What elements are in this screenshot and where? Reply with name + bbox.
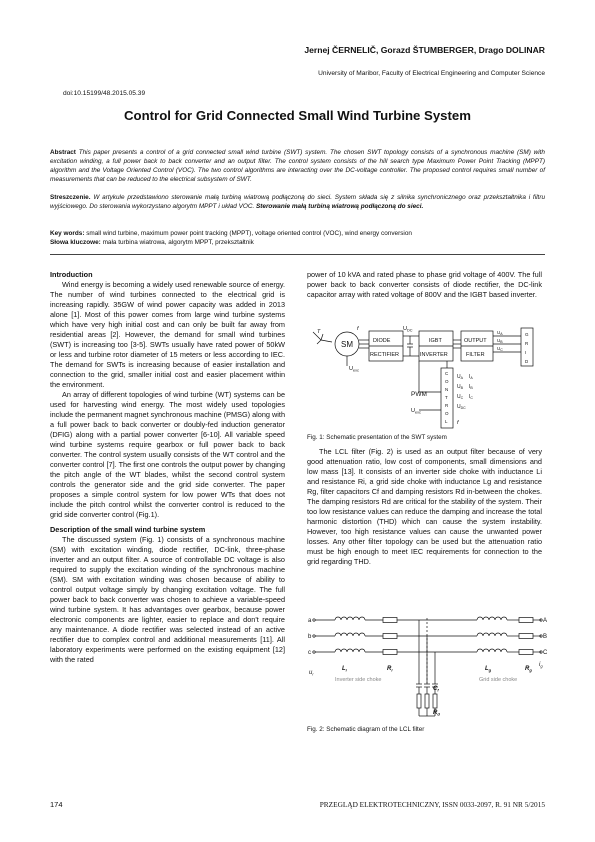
- fig1-meas-voltage: $U_B$: [457, 384, 463, 391]
- intro-heading: Introduction: [50, 270, 93, 279]
- inductor-lg: [477, 617, 507, 620]
- fig1-meas-voltage: $U_C$: [457, 394, 464, 401]
- authors: Jernej ČERNELIČ, Gorazd ŠTUMBERGER, Drago DOLINAR: [304, 45, 545, 55]
- abstract-text: This paper presents a control of a grid connected small wind turbine (SWT) system. The chosen SWT topology consists of a synchronous machine (SM) with excitation winding, a full power back to back converter and an output filter. The control system consists of the hill search type Maximum Power Point Tracking (MPPT) algorithm and the Voltage Oriented Control (VOC). The two control algorithms are interacting over the DC-voltage controller. The proposed control requires small number of measurements that can be reduced to the electrical subsystem of SWT.: [50, 149, 545, 183]
- fig1-inverter-label: INVERTER: [420, 352, 448, 358]
- fig2-phase-left: c: [308, 650, 311, 656]
- fig2-cf-label: $C_f$: [433, 686, 439, 693]
- fig2-phase-left: b: [308, 634, 312, 640]
- fig1-meas-current: $I_C$: [469, 394, 473, 401]
- fig1-control-letter: L: [445, 419, 448, 424]
- fig1-uexc-label: $U_{exc}$: [411, 408, 421, 415]
- resistor-rg: [519, 634, 533, 639]
- keywords-label: Key words:: [50, 230, 85, 237]
- fig1-filter-label: FILTER: [466, 352, 485, 358]
- fig2-inverter-choke-label: Inverter side choke: [335, 677, 382, 683]
- keywords-text: small wind turbine, maximum power point tracking (MPPT), voltage oriented control (VOC), wind energy conversion: [86, 230, 412, 237]
- fig1-output-label: $U_C$: [497, 346, 503, 353]
- figure-1-swt-schematic: [307, 322, 547, 432]
- fig1-control-letter: O: [445, 379, 449, 384]
- fig2-grid-choke-label: Grid side choke: [479, 677, 518, 683]
- fig1-diode-label: DIODE: [373, 338, 391, 344]
- terminal-dot: [313, 619, 315, 621]
- resistor-rg: [519, 618, 533, 623]
- fig2-lg-label: $L_g$: [485, 666, 492, 673]
- journal-footer: PRZEGLĄD ELEKTROTECHNICZNY, ISSN 0033-2097, R. 91 NR 5/2015: [319, 800, 545, 809]
- figure-1-caption: Fig. 1: Schematic presentation of the SWT system: [307, 434, 447, 441]
- fig1-control-letter: C: [445, 371, 449, 376]
- fig1-meas-voltage: $U_{DC}$: [457, 404, 466, 411]
- keywords: [50, 229, 545, 247]
- resistor-ri: [383, 650, 397, 655]
- fig1-control-letter: O: [445, 411, 449, 416]
- fig2-ui-label: $u_i$: [309, 670, 314, 677]
- fig1-output-label: OUTPUT: [464, 338, 487, 344]
- fig2-ri-label: $R_i$: [387, 666, 393, 673]
- right-column-top: [307, 270, 542, 300]
- streszczenie-bold-title: Sterowanie małą turbiną wiatrową podłączoną do sieci.: [256, 203, 424, 210]
- streszczenie: [50, 193, 545, 211]
- fig1-meas-voltage: $U_A$: [457, 374, 463, 381]
- fig2-phase-right: C: [543, 650, 547, 656]
- fig1-grid-letter: D: [525, 359, 529, 364]
- fig2-rd-label: $R_d$: [433, 710, 440, 717]
- fig1-grid-letter: G: [525, 332, 529, 337]
- resistor-ri: [383, 618, 397, 623]
- figure-2-caption: Fig. 2: Schematic diagram of the LCL filter: [307, 726, 425, 733]
- fig1-f-label: f: [357, 326, 359, 332]
- fig2-phase-left: a: [308, 618, 312, 624]
- fig2-li-label: $L_i$: [342, 666, 347, 673]
- doi: doi:10.15199/48.2015.05.39: [63, 90, 146, 97]
- fig1-control-letter: T: [445, 395, 448, 400]
- fig1-f-ctrl-label: f: [457, 420, 459, 426]
- inductor-lg: [477, 633, 507, 636]
- resistor-rd: [433, 694, 437, 708]
- streszczenie-label: Streszczenie.: [50, 194, 91, 201]
- fig1-sm-label: SM: [341, 340, 353, 349]
- fig2-phase-right: B: [543, 634, 547, 640]
- fig1-rectifier-label: RECTIFIER: [370, 352, 400, 358]
- fig1-output-label: $U_B$: [497, 338, 503, 345]
- right-paragraph-top: power of 10 kVA and rated phase to phase grid voltage of 400V. The full power back to back converter consists of diode rectifier, the DC-link capacitor array with rated voltage of 800V and the IGBT based inverter.: [307, 270, 542, 299]
- inductor-lg: [477, 649, 507, 652]
- right-column-middle: [307, 447, 542, 567]
- left-column: [50, 270, 285, 665]
- abstract: [50, 148, 545, 184]
- fig1-pwm-label: PWM: [411, 391, 427, 398]
- intro-paragraph-1: Wind energy is becoming a widely used renewable source of energy. The number of wind turbines connected to the electrical grid is increasing rapidly. 35GW of wind power capacity was added in 2013 alone [1]. Most of this power comes from large wind turbine systems which have very high initial cost and can only be built far away from residential areas [2]. However, the demand for small wind turbines (SWT) is increasing too [3-5]. SWTs usually have rated power of 50kW or less and turbine rotor diameter of 15 meters or less according to IEC. The demand for SWTs is increasing because of easier installation and connection to the grid, smaller initial cost and easier placement within the environment.: [50, 280, 285, 389]
- fig1-igbt-label: IGBT: [429, 338, 442, 344]
- fig1-control-letter: N: [445, 387, 449, 392]
- streszczenie-text: W artykule przedstawiono sterowanie małą turbiną wiatrową podłączoną do sieci. System składa się z silnika synchronicznego oraz przekształtnika i filtru wyjściowego. Do sterowania wykorzystano algorytm MPPT i układ VOC.: [50, 194, 546, 210]
- divider: [50, 254, 545, 255]
- intro-paragraph-2: An array of different topologies of wind turbine (WT) systems can be used for harvesting wind energy. The most widely used topologies include the permanent magnet synchronous machine (PMSG) along with a full power back to back converter or doubly-fed induction generator (DFIG) along with a partial power converter [6-10]. All variable speed wind turbine systems require gearbox or full power back to back converter. The control system usually consists of the WT control and the converter control [7]. The first one controls the output power by changing the pitch angle of the WT blades, whilst the second control system controls the generator side and the grid side converter. The paper proposes a simple control system for low power WTs that does not include the pitch control whilst the converter control is reduced to the grid side converter control (Fig.1).: [50, 390, 285, 519]
- page-number: 174: [50, 800, 63, 809]
- fig1-udc-label: $U_{DC}$: [403, 326, 413, 333]
- keywords-text-pl: mała turbina wiatrowa, algorytm MPPT, przekształtnik: [102, 239, 254, 246]
- resistor-rd: [417, 694, 421, 708]
- terminal-dot: [313, 635, 315, 637]
- fig1-meas-current: $I_B$: [469, 384, 473, 391]
- fig2-ig-label: $i_g$: [539, 662, 543, 669]
- terminal-dot: [313, 651, 315, 653]
- resistor-rd: [425, 694, 429, 708]
- fig1-meas-current: $I_A$: [469, 374, 473, 381]
- paper-title: Control for Grid Connected Small Wind Turbine System: [124, 108, 471, 123]
- affiliation: University of Maribor, Faculty of Electrical Engineering and Computer Science: [318, 70, 545, 77]
- fig1-uexc-sm-label: $U_{exc}$: [349, 366, 359, 373]
- description-paragraph-1: The discussed system (Fig. 1) consists of a synchronous machine (SM) with excitation winding, diode rectifier, DC-link, three-phase inverter and an output filter. A source of controllable DC voltage is also required to supply the excitation winding of the synchronous machine (SM). SM with excitation winding was chosen because of ability to control output voltage simply by changing excitation voltage. The full power back to back converter was chosen to achieve a variable-speed wind turbine system. It has advantages over gearbox, because power electronic components are lighter, easier to replace and don't require any maintenance. A diode rectifier was selected instead of an active rectifier due to complex control and additional measurements [11]. All laboratory experiments were performed on the existing equipment [12] with the rated: [50, 535, 285, 664]
- fig1-output-label: $U_A$: [497, 330, 503, 337]
- fig1-grid-letter: R: [525, 341, 529, 346]
- resistor-ri: [383, 634, 397, 639]
- fig1-control-letter: R: [445, 403, 449, 408]
- description-heading: Description of the small wind turbine system: [50, 525, 206, 534]
- fig2-rg-label: $R_g$: [525, 666, 532, 673]
- fig2-phase-right: A: [543, 618, 547, 624]
- figure-2-lcl-filter: [307, 608, 547, 723]
- resistor-rg: [519, 650, 533, 655]
- inductor-li: [335, 617, 365, 620]
- keywords-label-pl: Słowa kluczowe:: [50, 239, 101, 246]
- inductor-li: [335, 633, 365, 636]
- inductor-li: [335, 649, 365, 652]
- fig1-grid-letter: I: [525, 350, 527, 355]
- abstract-label: Abstract: [50, 149, 76, 156]
- fig1-t-label: T: [317, 329, 321, 335]
- lcl-paragraph: The LCL filter (Fig. 2) is used as an output filter because of very good attenuation ratio, low cost of components, small dimensions and low mass [13]. It consists of an inverter side choke with inductance Li and resistance Ri, a grid side choke with inductance Lg and resistance Rg, filter capacitors Cf and damping resistors Rd in-between the chokes. The damping resistors Rd are critical for the stability of the system. Their too low resistance values can reduce the damping and increase the total harmonic distortion (THD) which can cause the system instability. However, too high resistance values can cause the unwanted power losses. Any other filter topology can be used but the attenuation ratio must be high enough to meet IEC requirements for connection to the grid regarding THD.: [307, 447, 542, 566]
